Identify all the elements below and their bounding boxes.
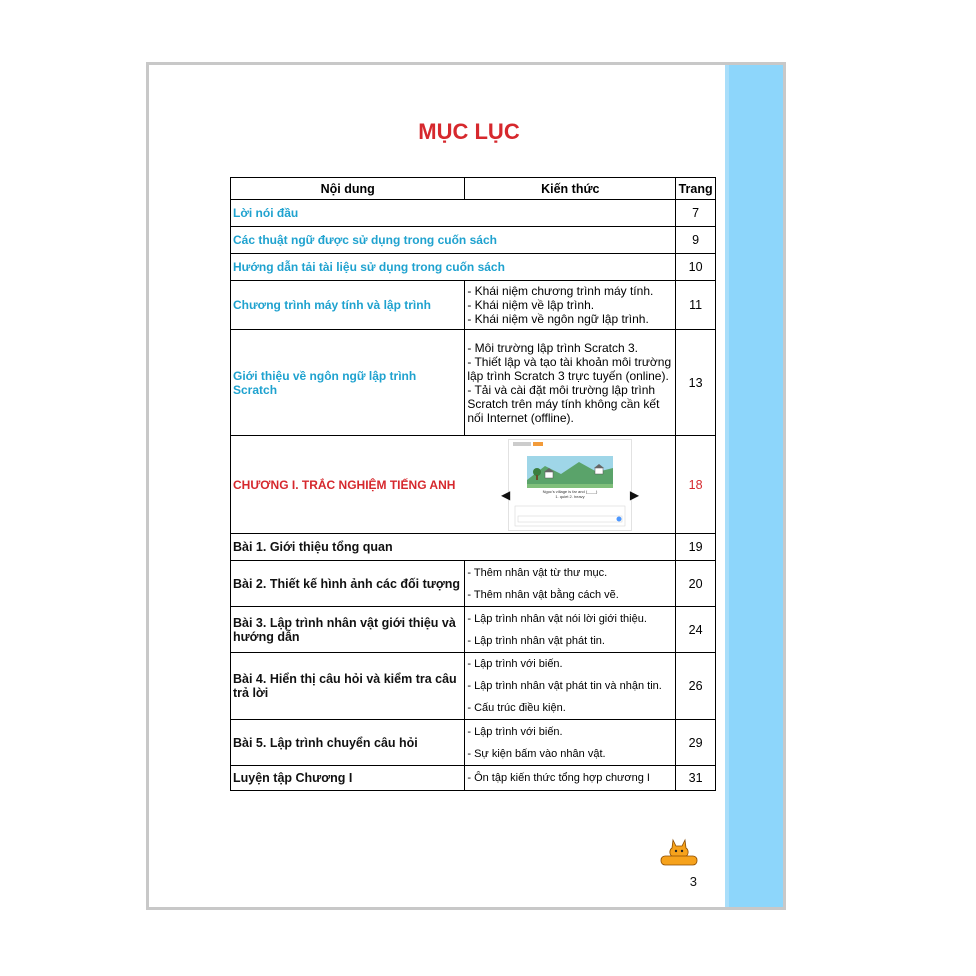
toc-entry-knowledge: - Ôn tập kiến thức tổng hợp chương I (465, 766, 676, 791)
toc-entry-title[interactable]: Hướng dẫn tải tài liệu sử dụng trong cuốn sách (231, 254, 676, 281)
table-row (231, 281, 716, 330)
toc-entry-title[interactable]: Luyện tập Chương I (231, 766, 465, 791)
scratch-stage-illustration (509, 440, 631, 530)
toc-entry-title[interactable]: Giới thiệu về ngôn ngữ lập trình Scratch (231, 330, 465, 436)
table-row (231, 653, 716, 720)
toc-entry-title[interactable]: Chương trình máy tính và lập trình (231, 281, 465, 330)
toc-entry-title[interactable]: Bài 4. Hiển thị câu hỏi và kiểm tra câu trả lời (231, 653, 465, 720)
toc-entry-page: 7 (676, 200, 716, 227)
table-row (231, 766, 716, 791)
table-row (231, 227, 716, 254)
toc-entry-page: 10 (676, 254, 716, 281)
toc-entry-page: 31 (676, 766, 716, 791)
toc-entry-title[interactable]: Bài 5. Lập trình chuyển câu hỏi (231, 720, 465, 766)
table-row (231, 561, 716, 607)
table-row (231, 330, 716, 436)
header-kien-thuc: Kiến thức (465, 178, 676, 200)
chapter-screenshot-cell (465, 436, 676, 534)
right-arrow-icon: ▶ (629, 487, 640, 502)
scratch-cat-logo (659, 838, 699, 871)
quiz-question-text: Ngọc's village is far and (____) (542, 488, 598, 494)
toc-entry-title[interactable]: Các thuật ngữ được sử dụng trong cuốn sách (231, 227, 676, 254)
side-strip (729, 65, 783, 907)
table-row (231, 200, 716, 227)
left-arrow-icon: ◀ (501, 487, 511, 502)
toc-entry-page: 20 (676, 561, 716, 607)
toc-entry-knowledge: - Lập trình nhân vật nói lời giới thiệu. - Lập trình nhân vật phát tin. (465, 607, 676, 653)
toc-entry-title[interactable]: Bài 1. Giới thiệu tổng quan (231, 534, 676, 561)
table-row (231, 436, 716, 534)
toc-entry-page: 24 (676, 607, 716, 653)
toc-entry-title[interactable]: Bài 3. Lập trình nhân vật giới thiệu và hướng dẫn (231, 607, 465, 653)
toc-entry-knowledge: - Khái niệm chương trình máy tính. - Khái niệm về lập trình. - Khái niệm về ngôn ngữ lập trình. (465, 281, 676, 330)
toc-entry-knowledge: - Lập trình với biến. - Sự kiện bấm vào nhân vật. (465, 720, 676, 766)
toc-entry-title[interactable]: CHƯƠNG I. TRẮC NGHIỆM TIẾNG ANH (231, 436, 465, 534)
page-title: MỤC LỤC (418, 119, 520, 144)
toc-entry-title[interactable]: Bài 2. Thiết kế hình ảnh các đối tượng (231, 561, 465, 607)
toc-entry-knowledge: - Lập trình với biến. - Lập trình nhân vật phát tin và nhận tin. - Cấu trúc điều kiện. (465, 653, 676, 720)
toc-entry-page: 9 (676, 227, 716, 254)
toc-table (230, 177, 716, 791)
toc-entry-page: 19 (676, 534, 716, 561)
quiz-options-text: 1. quiet 2. heavy (555, 493, 585, 499)
toc-entry-knowledge: - Thêm nhân vật từ thư mục. - Thêm nhân vật bằng cách vẽ. (465, 561, 676, 607)
table-row (231, 534, 716, 561)
header-trang: Trang (676, 178, 716, 200)
table-row (231, 254, 716, 281)
scratch-game-screenshot (501, 439, 640, 531)
toc-entry-page: 18 (676, 436, 716, 534)
page-number: 3 (689, 874, 697, 889)
toc-entry-page: 11 (676, 281, 716, 330)
header-noi-dung: Nội dung (231, 178, 465, 200)
toc-entry-page: 26 (676, 653, 716, 720)
book-page (146, 62, 786, 910)
toc-entry-title[interactable]: Lời nói đầu (231, 200, 676, 227)
table-header-row (231, 178, 716, 200)
toc-entry-page: 13 (676, 330, 716, 436)
toc-entry-knowledge: - Môi trường lập trình Scratch 3. - Thiết lập và tạo tài khoản môi trường lập trình Scratch 3 trực tuyến (online). - Tải và cài đặt môi trường lập trình Scratch trên máy tính không cần kết nối Internet (offline). (465, 330, 676, 436)
table-row (231, 607, 716, 653)
toc-entry-page: 29 (676, 720, 716, 766)
table-row (231, 720, 716, 766)
